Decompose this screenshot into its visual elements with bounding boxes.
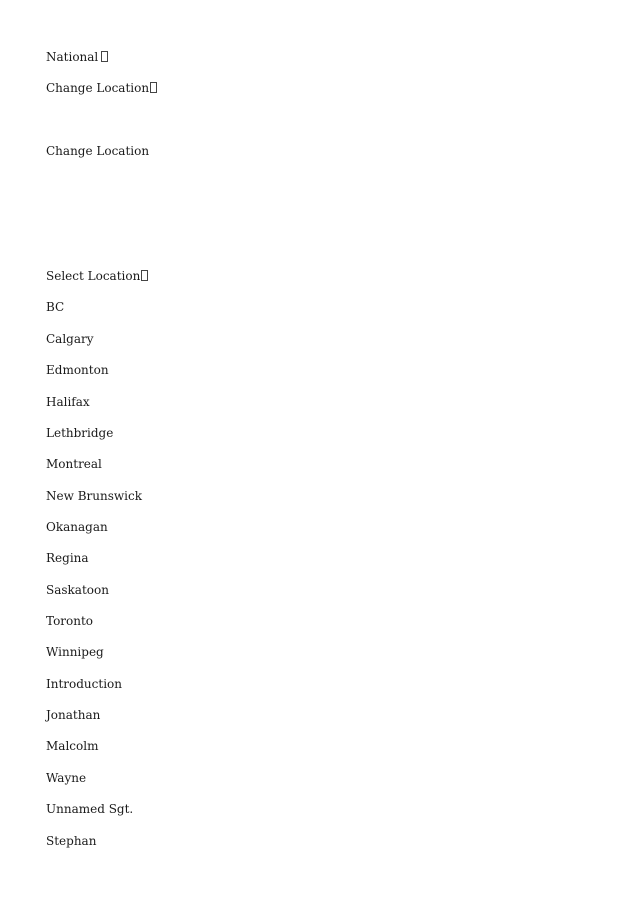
location-link-halifax[interactable]: Halifax — [46, 395, 90, 409]
change-location-toggle[interactable] — [46, 80, 157, 96]
location-link-regina[interactable]: Regina — [46, 551, 89, 565]
story-link-malcolm[interactable]: Malcolm — [46, 739, 99, 753]
location-link-montreal[interactable]: Montreal — [46, 457, 102, 471]
region-selector[interactable] — [46, 49, 108, 65]
missing-glyph-icon — [141, 270, 148, 281]
change-location-heading: Change Location — [46, 144, 150, 158]
story-link-introduction[interactable]: Introduction — [46, 677, 122, 691]
missing-glyph-icon — [150, 82, 157, 93]
location-link-winnipeg[interactable]: Winnipeg — [46, 645, 104, 659]
region-label: National — [46, 50, 99, 64]
story-link-stephan[interactable]: Stephan — [46, 834, 97, 848]
story-link-wayne[interactable]: Wayne — [46, 771, 87, 785]
location-link-new-brunswick[interactable]: New Brunswick — [46, 489, 142, 503]
change-location-toggle-label: Change Location — [46, 81, 150, 95]
location-link-okanagan[interactable]: Okanagan — [46, 520, 108, 534]
story-link-jonathan[interactable]: Jonathan — [46, 708, 101, 722]
location-link-toronto[interactable]: Toronto — [46, 614, 94, 628]
location-link-lethbridge[interactable]: Lethbridge — [46, 426, 114, 440]
missing-glyph-icon — [101, 51, 108, 62]
location-link-calgary[interactable]: Calgary — [46, 332, 94, 346]
location-link-saskatoon[interactable]: Saskatoon — [46, 583, 109, 597]
location-link-bc[interactable]: BC — [46, 300, 65, 314]
select-location-dropdown[interactable] — [46, 268, 148, 284]
location-link-edmonton[interactable]: Edmonton — [46, 363, 109, 377]
story-link-unnamed-sgt[interactable]: Unnamed Sgt. — [46, 802, 134, 816]
select-location-label: Select Location — [46, 269, 141, 283]
